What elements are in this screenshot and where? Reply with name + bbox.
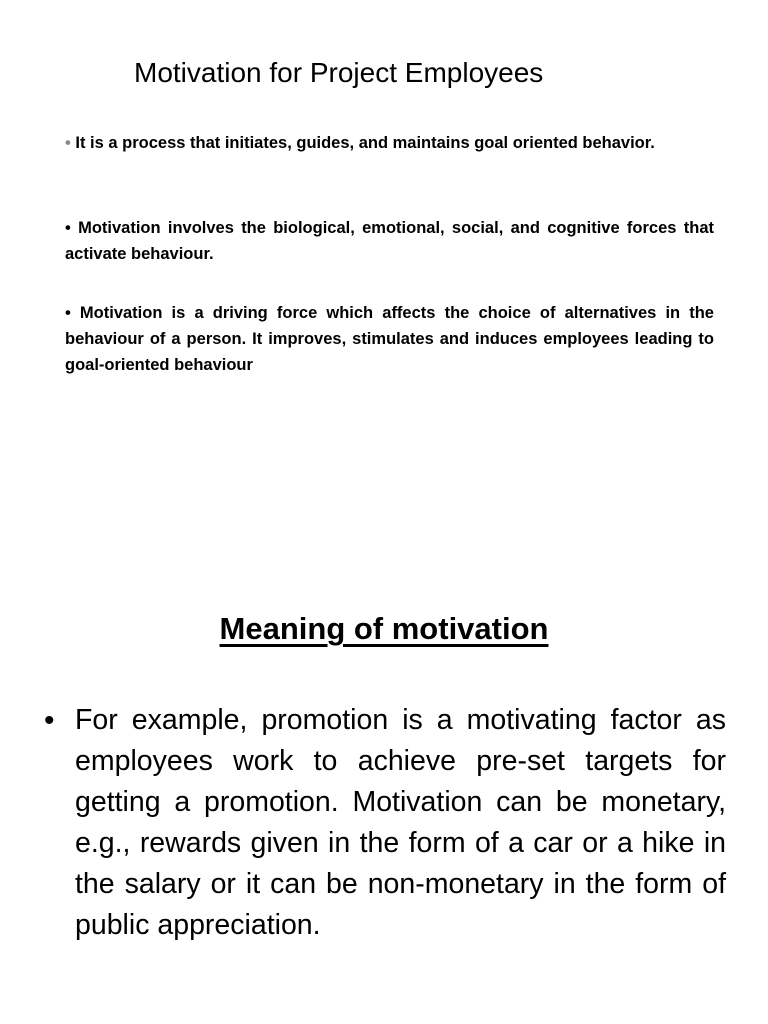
bullet-marker: •	[65, 134, 71, 152]
slide-title: Motivation for Project Employees	[134, 57, 544, 88]
bullet-item-driving-force	[65, 300, 714, 378]
bullet-text: Motivation is a driving force which affects the choice of alternatives in the behaviour of a person. It improves, stimulates and induces employees leading to goal-oriented behaviour	[65, 304, 714, 374]
bullet-text: It is a process that initiates, guides, and maintains goal oriented behavior.	[75, 134, 655, 152]
bullet-item-forces	[65, 215, 714, 267]
slide-heading-meaning-of-motivation: Meaning of motivation	[219, 611, 549, 646]
example-paragraph: For example, promotion is a motivating factor as employees work to achieve pre-set targets for getting a promotion. Motivation can be monetary, e.g., rewards given in the form of a car or a hike in the salary or it can be non-monetary in the form of public appreciation.	[75, 704, 726, 941]
bullet-marker: •	[65, 304, 71, 322]
bullet-text: Motivation involves the biological, emotional, social, and cognitive forces that activate behaviour.	[65, 219, 714, 263]
bullet-marker: •	[44, 704, 55, 737]
bullet-marker: •	[65, 219, 71, 237]
bullet-item-process	[65, 130, 714, 156]
